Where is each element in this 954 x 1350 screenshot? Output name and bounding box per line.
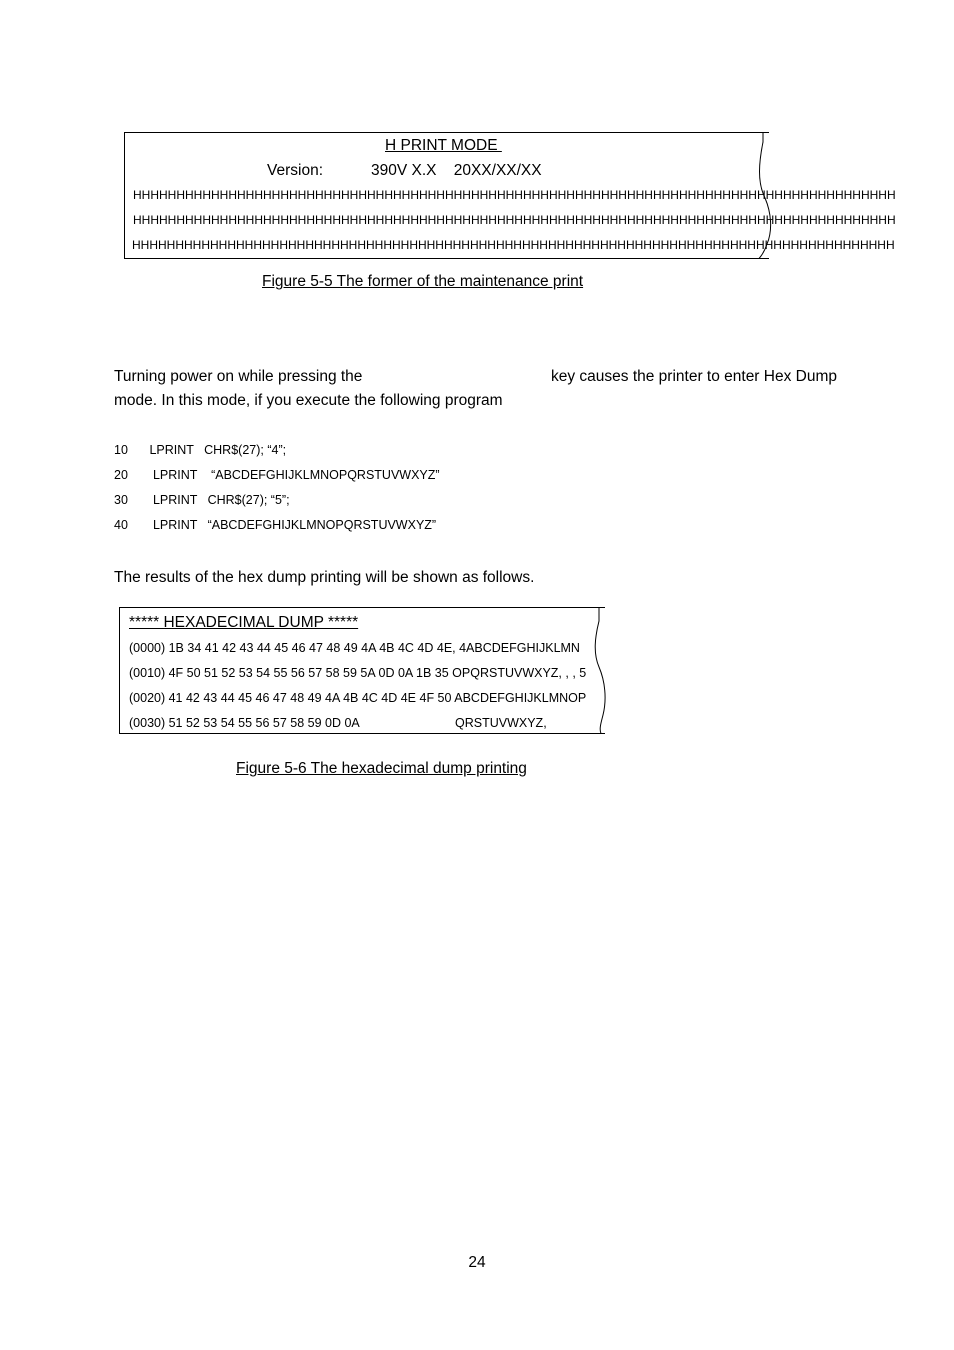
print-mode-title: H PRINT MODE (385, 137, 502, 154)
hex-dump-row: (0000) 1B 34 41 42 43 44 45 46 47 48 49 4A 4B 4C 4D 4E, 4ABCDEFGHIJKLMN (129, 641, 580, 655)
h-pattern-line: HHHHHHHHHHHHHHHHHHHHHHHHHHHHHHHHHHHHHHHHHHHHHHHHHHHHHHHHHHHHHHHHHHHHHHHHHHHHHHHHHHHHHHHH (133, 188, 896, 202)
program-line: 10 LPRINT CHR$(27); “4”; (114, 443, 287, 457)
hex-dump-row-ascii: QRSTUVWXYZ, (455, 716, 547, 730)
torn-edge-icon (599, 607, 613, 734)
results-paragraph: The results of the hex dump printing will be shown as follows. (114, 569, 535, 586)
intro-text-b: key causes the printer to enter Hex Dump (550, 368, 837, 385)
intro-text-line-2: mode. In this mode, if you execute the following program (114, 392, 503, 409)
version-value: 390V X.X 20XX/XX/XX (371, 162, 542, 179)
hex-dump-row: (0010) 4F 50 51 52 53 54 55 56 57 58 59 5A 0D 0A 1B 35 OPQRSTUVWXYZ, , , 5 (129, 666, 587, 680)
h-pattern-line: HHHHHHHHHHHHHHHHHHHHHHHHHHHHHHHHHHHHHHHHHHHHHHHHHHHHHHHHHHHHHHHHHHHHHHHHHHHHHHHHHHHHHHHH (133, 213, 896, 227)
hex-dump-intro-paragraph (114, 365, 837, 413)
figure-5-6-caption: Figure 5-6 The hexadecimal dump printing (236, 760, 527, 777)
hex-dump-row: (0030) 51 52 53 54 55 56 57 58 59 0D 0A (129, 716, 360, 730)
program-line: 30 LPRINT CHR$(27); “5”; (114, 493, 290, 507)
hex-dump-print-box (119, 607, 605, 734)
h-pattern-line: HHHHHHHHHHHHHHHHHHHHHHHHHHHHHHHHHHHHHHHHHHHHHHHHHHHHHHHHHHHHHHHHHHHHHHHHHHHHHHHHHHHHHHHH (132, 238, 895, 252)
hex-dump-row: (0020) 41 42 43 44 45 46 47 48 49 4A 4B 4C 4D 4E 4F 50 ABCDEFGHIJKLMNOP (129, 691, 587, 705)
program-line: 40 LPRINT “ABCDEFGHIJKLMNOPQRSTUVWXYZ” (114, 518, 437, 532)
page-number: 24 (468, 1254, 486, 1271)
intro-text-a: Turning power on while pressing the (114, 368, 363, 385)
version-label: Version: (267, 162, 324, 179)
program-line: 20 LPRINT “ABCDEFGHIJKLMNOPQRSTUVWXYZ” (114, 468, 440, 482)
hex-dump-title: ***** HEXADECIMAL DUMP ***** (129, 614, 359, 631)
key-name-gap (409, 365, 505, 389)
figure-5-5-caption: Figure 5-5 The former of the maintenance print (262, 273, 584, 290)
maintenance-print-box (124, 132, 896, 259)
